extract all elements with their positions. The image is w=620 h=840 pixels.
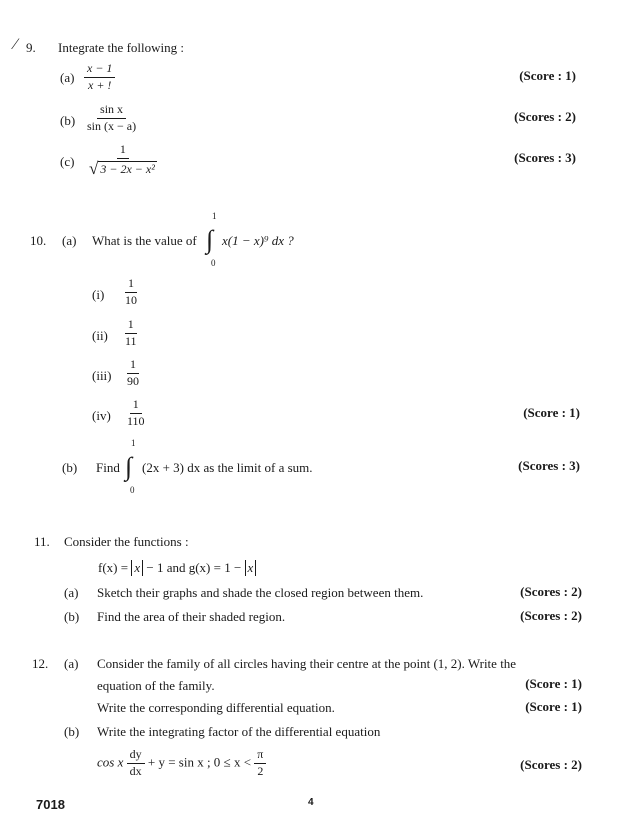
f-definition: f(x) = (98, 560, 129, 575)
q10b-label: (b) (62, 460, 78, 475)
q9b-label: (b) (60, 113, 76, 128)
q9b-denominator: sin (x − a) (87, 118, 137, 133)
paper-code: 7018 (36, 797, 65, 812)
option-numerator: 1 (125, 318, 137, 334)
q12a-score1: (Score : 1) (525, 676, 582, 691)
q9a-fraction (84, 62, 115, 93)
q9c-score: (Scores : 3) (514, 150, 576, 165)
q11-functions (98, 560, 256, 576)
sqrt-symbol: √ (89, 158, 99, 178)
q9a-denominator: x + ! (88, 77, 112, 92)
integral-sign: ∫ (125, 452, 133, 481)
q9a-numerator: x − 1 (84, 62, 115, 78)
q11a-score: (Scores : 2) (520, 584, 582, 599)
q9b-score: (Scores : 2) (514, 109, 576, 124)
q10a-option-iii (124, 358, 142, 389)
q12b-equation (97, 748, 266, 779)
page-number: 4 (308, 797, 314, 808)
q10a-option-ii-label: (ii) (92, 328, 108, 343)
q9c-numerator: 1 (117, 143, 129, 159)
q10a-lower-limit: 0 (211, 258, 216, 268)
q10a-score: (Score : 1) (523, 405, 580, 420)
q9c-label: (c) (60, 154, 75, 169)
q10a-option-i-label: (i) (92, 287, 105, 302)
q9b-fraction (84, 103, 139, 134)
q10a-upper-limit: 1 (212, 211, 217, 221)
option-numerator: 1 (125, 277, 137, 293)
eq-dy: dy (127, 748, 145, 764)
q9c-fraction (86, 143, 160, 178)
g-abs-value: x (245, 560, 257, 576)
q12a-label: (a) (64, 656, 79, 671)
q10b-score: (Scores : 3) (518, 458, 580, 473)
option-denominator: 10 (125, 292, 137, 307)
q10a-label: (a) (62, 233, 77, 248)
q9a-label: (a) (60, 70, 75, 85)
q12b-text: Write the integrating factor of the differential equation (97, 724, 381, 739)
option-numerator: 1 (127, 358, 139, 374)
q11b-label: (b) (64, 609, 80, 624)
q10a-option-iii-label: (iii) (92, 368, 112, 383)
q12a-line3: Write the corresponding differential equation. (97, 700, 335, 715)
f-abs-value: x (131, 560, 143, 576)
integral-sign: ∫ (206, 225, 214, 254)
q10a-option-iv (124, 398, 148, 429)
q10-number: 10. (30, 233, 47, 248)
q9-text: Integrate the following : (58, 40, 184, 55)
q10b-text: Find (96, 460, 120, 475)
q10a-option-ii (122, 318, 140, 349)
q9-number: 9. (26, 40, 36, 55)
q12a-line1: Consider the family of all circles having their centre at the point (1, 2). Write the (97, 656, 517, 671)
option-numerator: 1 (130, 398, 142, 414)
option-denominator: 11 (125, 333, 137, 348)
q11-text: Consider the functions : (64, 534, 189, 549)
q12b-score: (Scores : 2) (520, 757, 582, 772)
q9a-score: (Score : 1) (519, 68, 576, 83)
q11b-text: Find the area of their shaded region. (97, 609, 286, 624)
option-denominator: 110 (127, 413, 145, 428)
q10a-option-i (122, 277, 140, 308)
q10b-upper-limit: 1 (131, 438, 136, 448)
q10b-lower-limit: 0 (130, 485, 135, 495)
q12-number: 12. (32, 656, 49, 671)
q12a-line2: equation of the family. (97, 678, 215, 693)
q9c-radicand: 3 − 2x − x² (100, 162, 155, 176)
q10a-option-iv-label: (iv) (92, 408, 111, 423)
q11a-label: (a) (64, 585, 79, 600)
eq-cos-x: cos x (97, 754, 124, 770)
eq-pi: π (254, 748, 266, 764)
q11a-text: Sketch their graphs and shade the closed region between them. (97, 585, 424, 600)
g-definition: − 1 and g(x) = 1 − (146, 560, 242, 575)
q11-number: 11. (34, 534, 50, 549)
eq-dx: dx (129, 763, 142, 778)
q12a-score2: (Score : 1) (525, 699, 582, 714)
q10b-integrand: (2x + 3) dx as the limit of a sum. (142, 460, 313, 475)
q11b-score: (Scores : 2) (520, 608, 582, 623)
pen-mark: ⁄ (14, 36, 17, 53)
eq-middle: + y = sin x ; 0 ≤ x < (147, 754, 252, 770)
q10a-text: What is the value of (92, 233, 197, 248)
eq-two: 2 (257, 763, 264, 778)
q12b-label: (b) (64, 724, 80, 739)
option-denominator: 90 (127, 373, 139, 388)
q10a-integrand: x(1 − x)⁹ dx ? (222, 233, 294, 248)
q9b-numerator: sin x (97, 103, 126, 119)
